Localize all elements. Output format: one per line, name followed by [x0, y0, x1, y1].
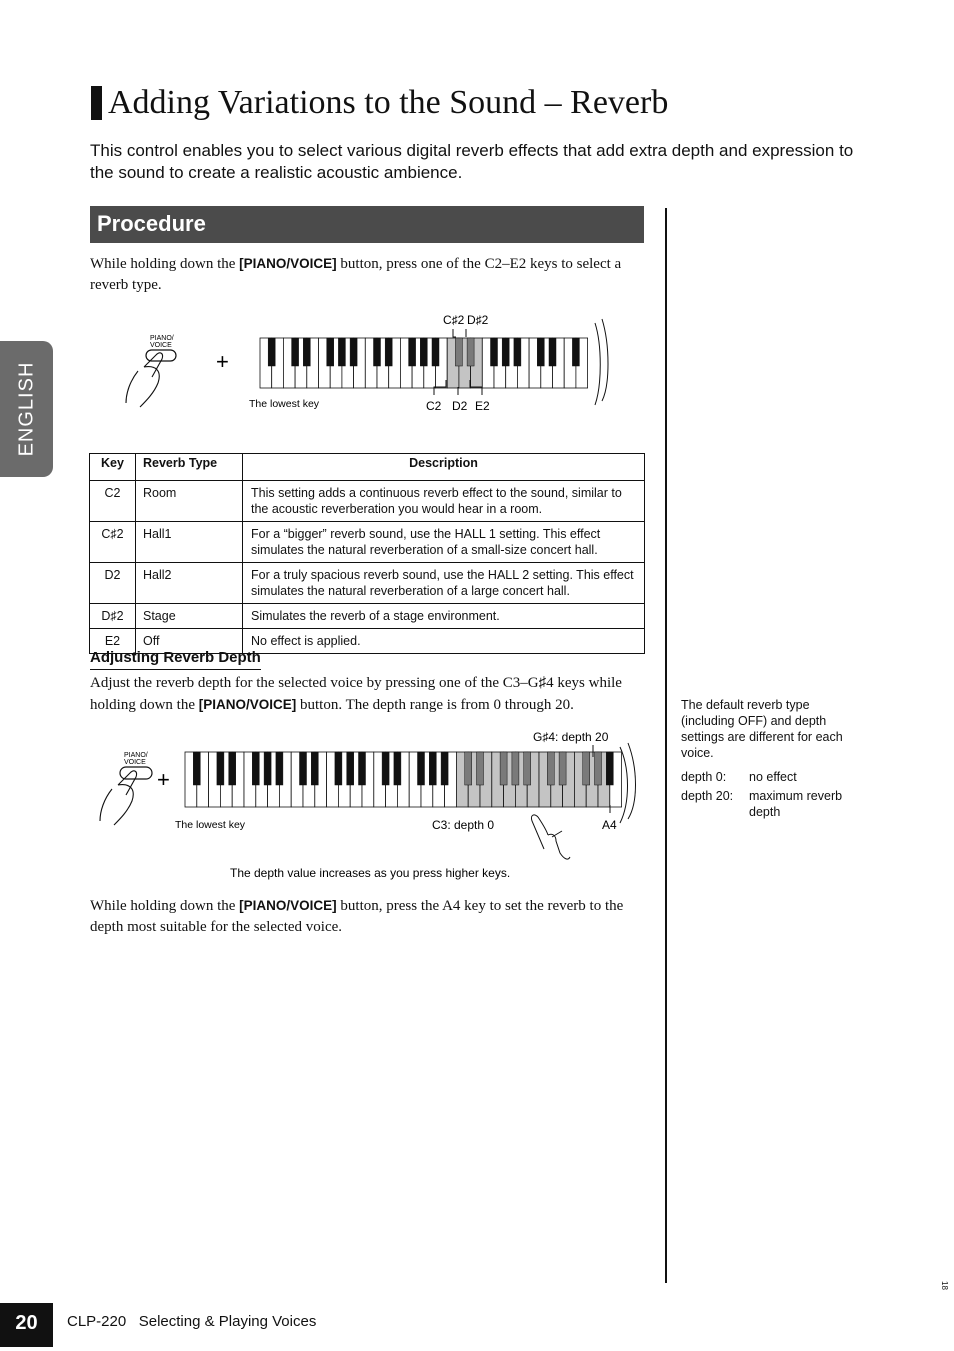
- piano-voice-button-ref: [PIANO/VOICE]: [198, 697, 297, 712]
- piano-voice-button-illustration: [126, 335, 176, 407]
- plus-sign: +: [216, 349, 229, 374]
- procedure-text-1: While holding down the: [90, 256, 240, 272]
- black-key: [276, 752, 283, 785]
- black-key: [606, 752, 613, 785]
- table-row: [90, 481, 645, 522]
- label-gsharp4: G♯4: depth 20: [533, 730, 609, 744]
- cell-key: C2: [90, 481, 136, 522]
- plus-sign: +: [157, 767, 170, 792]
- depth0-value: no effect: [749, 770, 797, 784]
- piano-voice-button-illustration: [100, 752, 152, 825]
- keyboard-diagram-2: [90, 725, 650, 890]
- final-text-1: While holding down the: [90, 898, 240, 914]
- sidenote-text: The default reverb type (including OFF) and depth settings are different for each voice.: [681, 698, 843, 760]
- intro-paragraph: This control enables you to select various digital reverb effects that add extra depth and expression to the sound to create a realistic acoustic ambience.: [90, 141, 854, 182]
- black-key: [420, 338, 427, 366]
- piano-voice-button-ref: [PIANO/VOICE]: [239, 256, 337, 271]
- procedure-text-2: button, press one of the C2–E2 keys to select a reverb type.: [90, 256, 622, 293]
- page-number: 20: [15, 1312, 38, 1334]
- procedure-paragraph: [90, 253, 646, 296]
- black-key: [252, 752, 259, 785]
- cell-description: Simulates the reverb of a stage environment.: [243, 604, 645, 629]
- adjusting-text-2: button. The depth range is from 0 through 20.: [296, 697, 574, 713]
- black-key: [559, 752, 566, 785]
- black-key: [583, 752, 590, 785]
- black-key: [455, 338, 462, 366]
- black-key: [418, 752, 425, 785]
- black-key: [524, 752, 531, 785]
- page-number-box: [0, 1303, 53, 1347]
- lowest-key-label: The lowest key: [249, 398, 320, 410]
- cell-description: For a truly spacious reverb sound, use the HALL 2 setting. This effect simulates the natural reverberation of a large concert hall.: [243, 563, 645, 604]
- keyboard-2: [185, 752, 622, 807]
- footer-text: [67, 1313, 316, 1330]
- black-key: [549, 338, 556, 366]
- title-bar-marker: [91, 86, 102, 120]
- black-key: [467, 338, 474, 366]
- procedure-header: [90, 206, 644, 243]
- black-key: [338, 338, 345, 366]
- keyboard-diagram-1: [100, 305, 620, 425]
- cell-type: Stage: [136, 604, 243, 629]
- final-paragraph: [90, 895, 646, 938]
- table-row: [90, 604, 645, 629]
- label-a4: A4: [602, 818, 617, 832]
- label-csharp2: C♯2: [443, 313, 465, 327]
- tiny-page-number: 18: [939, 1281, 949, 1290]
- header-key: Key: [90, 454, 136, 481]
- black-key: [500, 752, 507, 785]
- black-key: [512, 752, 519, 785]
- depth20-value: maximum reverb depth: [749, 789, 843, 819]
- page-title: Adding Variations to the Sound – Reverb: [108, 84, 669, 121]
- procedure-heading: Procedure: [97, 211, 206, 236]
- lowest-key-label: The lowest key: [175, 819, 246, 831]
- column-divider: [665, 208, 667, 1283]
- label-c3: C3: depth 0: [432, 818, 495, 832]
- black-key: [429, 752, 436, 785]
- cell-key: D2: [90, 563, 136, 604]
- button-label-line2: VOICE: [150, 342, 172, 349]
- black-key: [327, 338, 334, 366]
- depth20-label: depth 20:: [681, 789, 734, 803]
- black-key: [572, 338, 579, 366]
- cell-key: D♯2: [90, 604, 136, 629]
- label-c2: C2: [426, 399, 442, 413]
- black-key: [217, 752, 224, 785]
- black-key: [292, 338, 299, 366]
- final-text-2: button, press the A4 key to set the reverb to the depth most suitable for the selected voice.: [90, 898, 624, 935]
- pressing-hand-icon: [531, 815, 570, 859]
- black-key: [595, 752, 602, 785]
- label-dsharp2: D♯2: [467, 313, 489, 327]
- button-label-line2: VOICE: [124, 759, 146, 766]
- black-key: [229, 752, 236, 785]
- header-description: Description: [243, 454, 645, 481]
- black-key: [394, 752, 401, 785]
- cell-type: Off: [136, 629, 243, 654]
- black-key: [477, 752, 484, 785]
- button-label-line1: PIANO/: [150, 335, 174, 342]
- black-key: [335, 752, 342, 785]
- black-key: [382, 752, 389, 785]
- black-key: [300, 752, 307, 785]
- black-key: [441, 752, 448, 785]
- black-key: [502, 338, 509, 366]
- cell-key: C♯2: [90, 522, 136, 563]
- black-key: [514, 338, 521, 366]
- cell-key: E2: [90, 629, 136, 654]
- black-key: [268, 338, 275, 366]
- label-d2: D2: [452, 399, 468, 413]
- black-key: [264, 752, 271, 785]
- adjusting-paragraph: [90, 673, 646, 716]
- black-key: [491, 338, 498, 366]
- adjusting-heading: Adjusting Reverb Depth: [90, 648, 261, 670]
- black-key: [385, 338, 392, 366]
- header-reverb-type: Reverb Type: [136, 454, 243, 481]
- button-label-line1: PIANO/: [124, 752, 148, 759]
- black-key: [311, 752, 318, 785]
- black-key: [547, 752, 554, 785]
- black-key: [432, 338, 439, 366]
- cell-description: No effect is applied.: [243, 629, 645, 654]
- footer-section: Selecting & Playing Voices: [138, 1313, 317, 1330]
- black-key: [303, 338, 310, 366]
- language-tab: [0, 341, 53, 477]
- footer-model: CLP-220: [67, 1313, 127, 1330]
- keyboard-1: [260, 338, 588, 388]
- cell-description: This setting adds a continuous reverb effect to the sound, similar to the acoustic reverberation you would hear in a room.: [243, 481, 645, 522]
- piano-voice-button-ref: [PIANO/VOICE]: [239, 898, 337, 913]
- black-key: [409, 338, 416, 366]
- cell-type: Room: [136, 481, 243, 522]
- black-key: [350, 338, 357, 366]
- language-tab-label: ENGLISH: [15, 361, 37, 457]
- reverb-type-table: [89, 453, 645, 654]
- black-key: [374, 338, 381, 366]
- cell-type: Hall2: [136, 563, 243, 604]
- label-e2: E2: [475, 399, 490, 413]
- cell-type: Hall1: [136, 522, 243, 563]
- black-key: [465, 752, 472, 785]
- depth0-label: depth 0:: [681, 770, 727, 784]
- black-key: [347, 752, 354, 785]
- black-key: [193, 752, 200, 785]
- black-key: [359, 752, 366, 785]
- table-row: [90, 563, 645, 604]
- black-key: [537, 338, 544, 366]
- table-row: [90, 522, 645, 563]
- cell-description: For a “bigger” reverb sound, use the HALL 1 setting. This effect simulates the natural reverberation of a small-size concert hall.: [243, 522, 645, 563]
- depth-caption: The depth value increases as you press higher keys.: [230, 866, 511, 880]
- table-header-row: [90, 454, 645, 481]
- adjusting-text-1: Adjust the reverb depth for the selected voice by pressing one of the C3–G♯4 keys while holding down the: [90, 675, 622, 713]
